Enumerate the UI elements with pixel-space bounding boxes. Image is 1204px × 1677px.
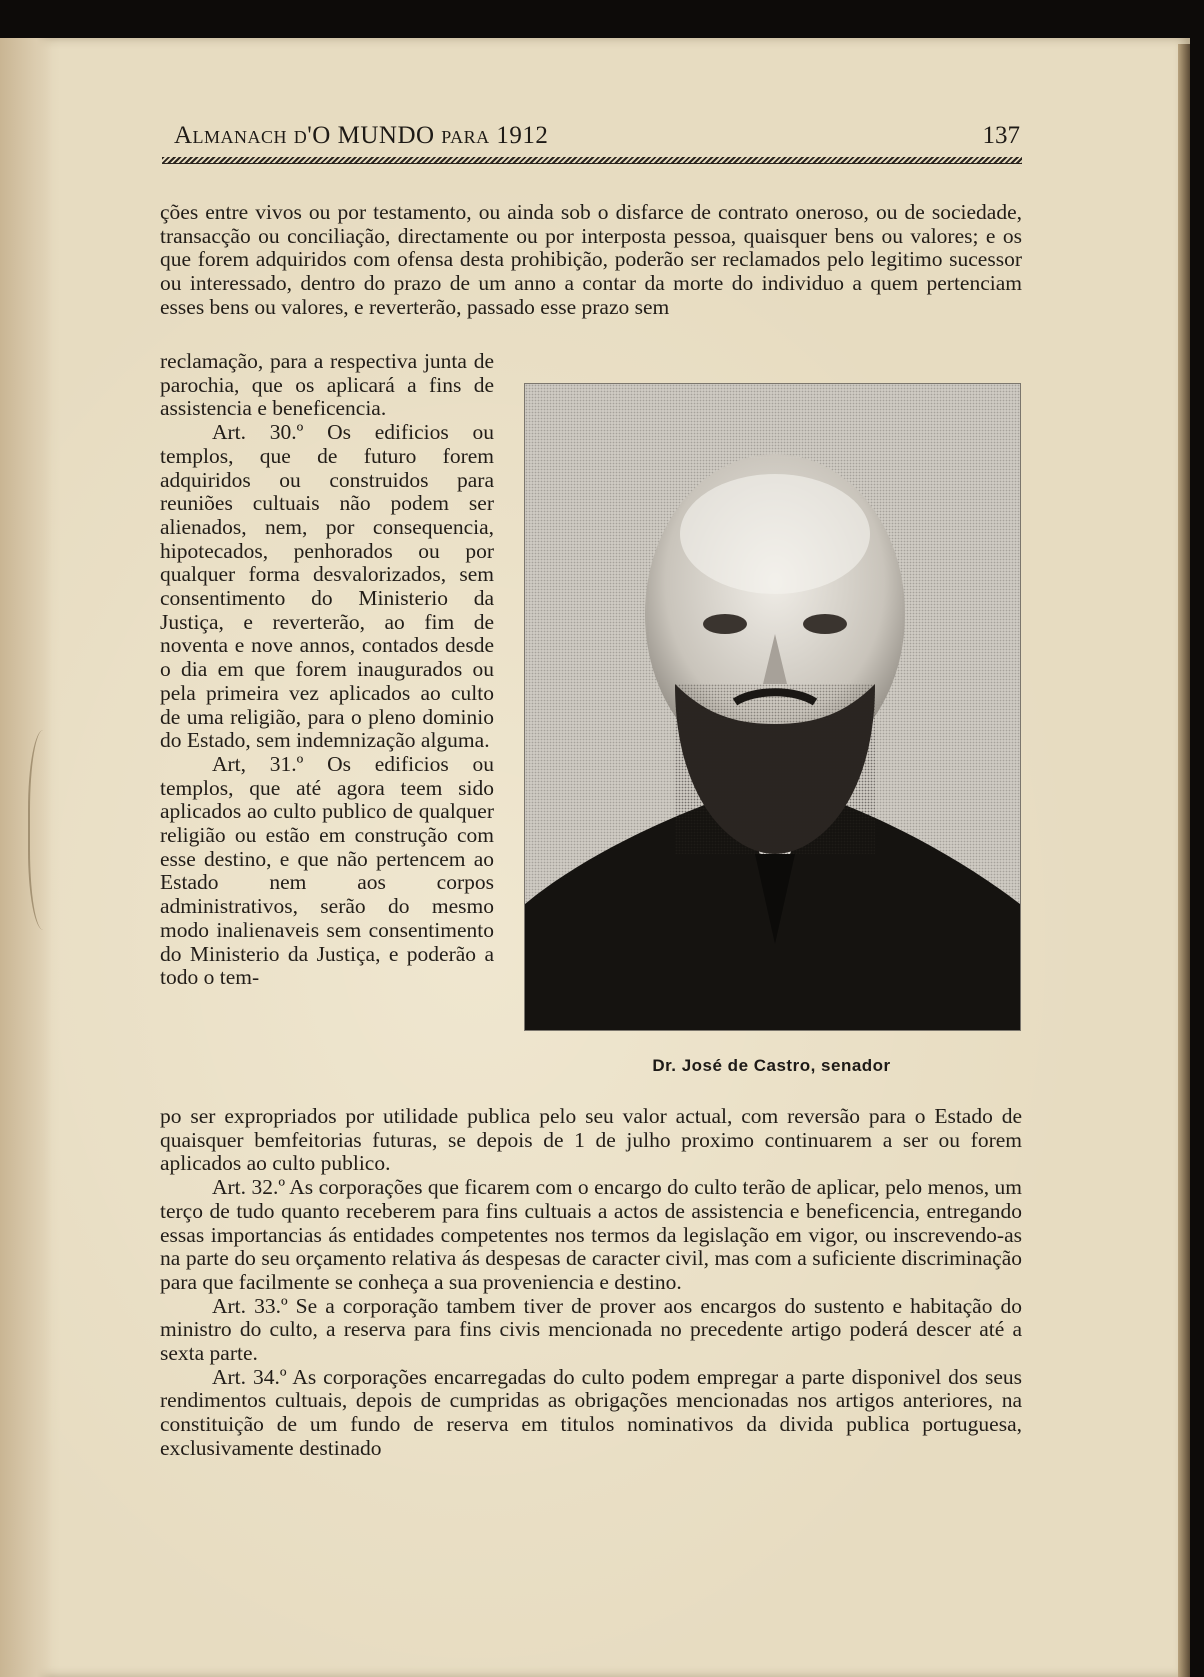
lower-text xyxy=(160,1105,1022,1461)
top-paragraph: ções entre vivos ou por testamento, ou ainda sob o disfarce de contrato oneroso, ou de sociedade, transacção ou conciliação, directamente ou por interposta pessoa, quaisquer bens ou valores; e os que forem adquiridos com ofensa desta prohibição, poderão ser reclamados pelo legitimo sucessor ou interessado, dentro do prazo de um anno a contar da morte do individuo a quem pertenciam esses bens ou valores, e reverterão, passado esse prazo sem xyxy=(160,200,1022,319)
margin-stain xyxy=(28,730,66,930)
article-32: Art. 32.º As corporações que ficarem com o encargo do culto terão de aplicar, pelo menos, um terço de tudo quanto receberem para fins cultuais a actos de assistencia e beneficencia, entregando essas importancias ás entidades competentes nos termos da legislação em vigor, ou inscrevendo-as na parte do seu orçamento relativa ás despesas de caracter civil, mas com a suficiente discriminação para que facilmente se conheça a sua proveniencia e destino. xyxy=(160,1175,1022,1294)
portrait-photo xyxy=(524,383,1021,1031)
page-number: 137 xyxy=(982,122,1020,149)
portrait-illustration xyxy=(525,384,1020,1030)
article-30: Art. 30.º Os edificios ou templos, que de futuro forem adquiridos ou construidos para reuniões cultuais não podem ser alienados, nem, por consequencia, hipotecados, penhorados ou por qualquer forma desvalorizados, sem consentimento do Ministerio da Justiça, e reverterão, ao fim de noventa e nove annos, contados desde o dia em que forem inaugurados ou pela primeira vez aplicados ao culto de uma religião, para o pleno dominio do Estado, sem indemnização alguma. xyxy=(160,420,494,753)
page-edge xyxy=(1178,44,1190,1677)
left-column-text xyxy=(160,350,494,990)
article-33: Art. 33.º Se a corporação tambem tiver de prover aos encargos do sustento e habitação do ministro do culto, a reserva para fins civis mencionada no precedente artigo poderá descer até a sexta parte. xyxy=(160,1293,1022,1366)
article-31-start: Art, 31.º Os edificios ou templos, que até agora teem sido aplicados ao culto publico de qualquer religião ou estão em construção com esse destino, e que não pertencem ao Estado nem aos corpos administrativos, serão do mesmo modo inalienaveis sem consentimento do Ministerio da Justiça, e poderão a todo o tem- xyxy=(160,751,494,990)
column-intro: reclamação, para a respectiva junta de parochia, que os aplicará a fins de assistencia e beneficencia. xyxy=(160,349,494,421)
running-title: Almanach d'O MUNDO para 1912 xyxy=(174,122,549,149)
article-31-continued: po ser expropriados por utilidade publica pelo seu valor actual, com reversão para o Estado de quaisquer bemfeitorias futuras, se depois de 1 de julho proximo continuarem a ser ou forem aplicados ao culto publico. xyxy=(160,1104,1022,1176)
header-rule xyxy=(162,157,1022,164)
portrait-caption: Dr. José de Castro, senador xyxy=(652,1056,891,1075)
article-34: Art. 34.º As corporações encarregadas do culto podem empregar a parte disponivel dos seus rendimentos cultuais, depois de cumpridas as obrigações mencionadas nos artigos anteriores, na constituição de um fundo de reserva em titulos nominativos da divida publica portuguesa, exclusivamente destinado xyxy=(160,1364,1022,1460)
page-header xyxy=(170,118,1020,158)
